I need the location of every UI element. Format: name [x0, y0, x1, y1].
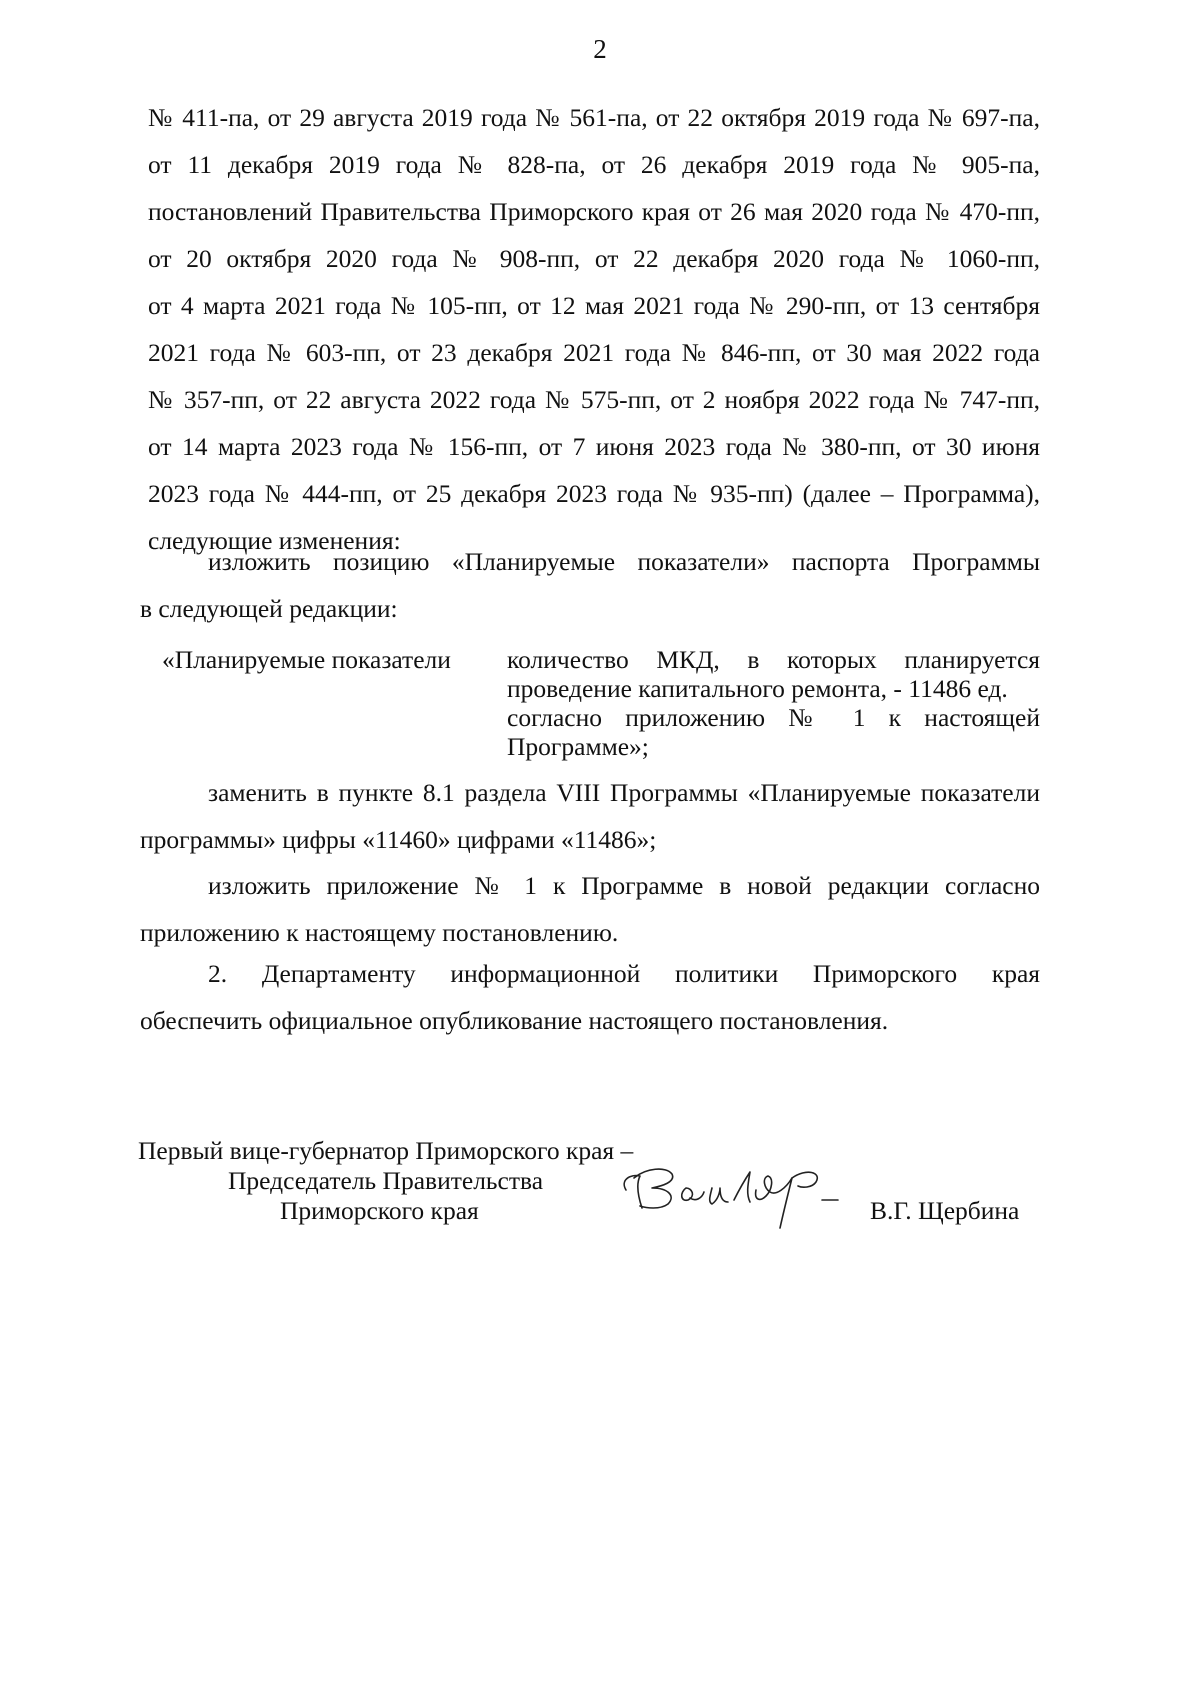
text-line: приложению к настоящему постановлению. [140, 918, 619, 947]
text-line: от 14 марта 2023 года № 156-пп, от 7 июня 2023 года № 380-пп, от 30 июня [148, 432, 1040, 461]
text-line: № 411-па, от 29 августа 2019 года № 561-па, от 22 октября 2019 года № 697-па, [148, 103, 1040, 132]
replace-paragraph [140, 769, 1040, 863]
text-line: в следующей редакции: [140, 594, 398, 623]
signatory-title-line: Приморского края [280, 1196, 479, 1225]
text-line: программы» цифры «11460» цифрами «11486»; [140, 825, 657, 854]
passport-label: «Планируемые показатели [162, 645, 451, 674]
text-line: изложить позицию «Планируемые показатели» паспорта Программы [208, 547, 1040, 576]
signatory-title-line: Председатель Правительства [228, 1166, 544, 1195]
text-line: от 4 марта 2021 года № 105-пп, от 12 мая 2021 года № 290-пп, от 13 сентября [148, 291, 1040, 320]
position-paragraph [140, 538, 1040, 632]
text-line: от 20 октября 2020 года № 908-пп, от 22 декабря 2020 года № 1060-пп, [148, 244, 1040, 273]
signatory-title-line: Первый вице-губернатор Приморского края – [138, 1136, 634, 1165]
text-line: проведение капитального ремонта, - 11486 ед. [507, 674, 1008, 703]
text-line: 2. Департаменту информационной политики Приморского края [208, 959, 1040, 988]
continuation-paragraph [148, 94, 1040, 564]
text-line: 2021 года № 603-пп, от 23 декабря 2021 года № 846-пп, от 30 мая 2022 года [148, 338, 1040, 367]
text-line: от 11 декабря 2019 года № 828-па, от 26 декабря 2019 года № 905-па, [148, 150, 1040, 179]
department-paragraph [140, 950, 1040, 1044]
text-line: количество МКД, в которых планируется [507, 645, 1040, 674]
signature-block [138, 1136, 1038, 1246]
passport-value [507, 645, 1040, 761]
text-line: заменить в пункте 8.1 раздела VIII Программы «Планируемые показатели [208, 778, 1040, 807]
page-number: 2 [593, 34, 607, 64]
text-line: изложить приложение № 1 к Программе в новой редакции согласно [208, 871, 1040, 900]
text-line: следующие изменения: [148, 526, 401, 555]
handwritten-signature [616, 1148, 866, 1238]
text-line: 2023 года № 444-пп, от 25 декабря 2023 года № 935-пп) (далее – Программа), [148, 479, 1040, 508]
signatory-name: В.Г. Щербина [870, 1196, 1020, 1225]
text-line: № 357-пп, от 22 августа 2022 года № 575-пп, от 2 ноября 2022 года № 747-пп, [148, 385, 1040, 414]
text-line: постановлений Правительства Приморского края от 26 мая 2020 года № 470-пп, [148, 197, 1040, 226]
appendix-paragraph [140, 862, 1040, 956]
text-line: Программе»; [507, 732, 649, 761]
text-line: обеспечить официальное опубликование настоящего постановления. [140, 1006, 889, 1035]
text-line: согласно приложению № 1 к настоящей [507, 703, 1040, 732]
